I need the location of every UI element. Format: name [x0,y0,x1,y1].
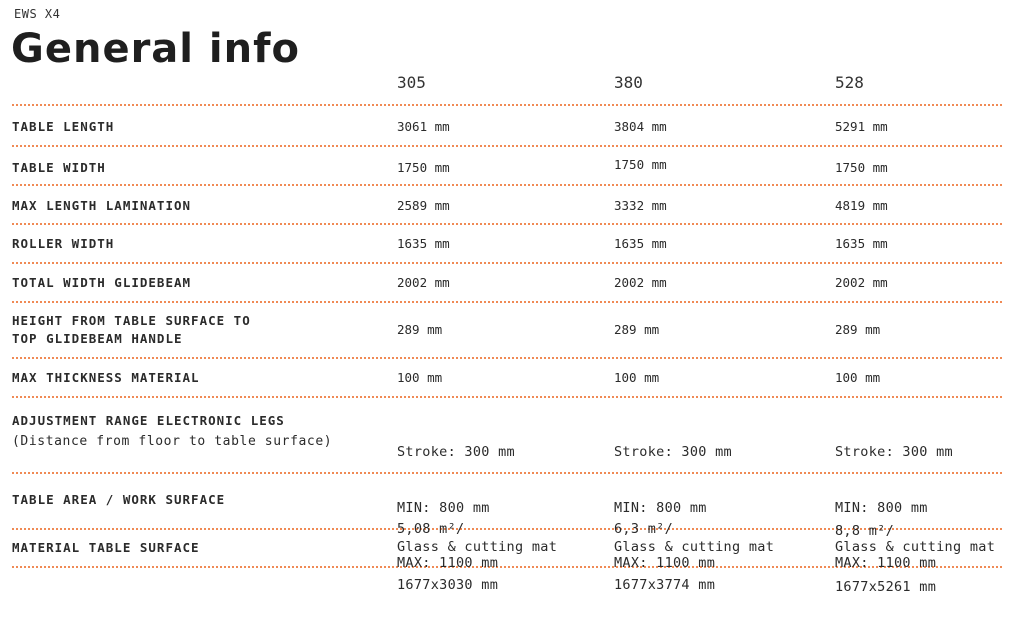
divider [12,262,1002,264]
spec-label: TOTAL WIDTH GLIDEBEAM [12,275,192,290]
spec-value-305: 1750 mm [397,160,450,175]
spec-label: TABLE AREA / WORK SURFACE [12,492,226,507]
spec-label [12,412,332,451]
spec-value-528: 2002 mm [835,275,888,290]
spec-value-528: 1635 mm [835,236,888,251]
model-header-row [0,73,1027,93]
min-value: MIN: 800 mm [614,499,707,516]
spec-value-528: 289 mm [835,322,881,337]
spec-value-528: Glass & cutting mat [835,539,996,555]
spec-value-380: 2002 mm [614,275,667,290]
spec-value-305: 2002 mm [397,275,450,290]
spec-value-380: 1635 mm [614,236,667,251]
area-value: 6,3 m²/ [614,521,673,537]
model-305-header: 305 [397,73,426,92]
page-title: General info [11,26,300,72]
max-value: MAX: 1100 mm [397,555,499,571]
spec-value-380: Glass & cutting mat [614,539,775,555]
divider [12,145,1002,147]
min-value: MIN: 800 mm [397,499,490,516]
max-value: MAX: 1100 mm [614,555,716,571]
spec-label: TABLE WIDTH [12,160,106,175]
spec-value-528: 4819 mm [835,198,888,213]
spec-value-380 [614,483,715,631]
spec-value-380: 100 mm [614,370,660,385]
spec-value-305: 1635 mm [397,236,450,251]
spec-value-305 [397,483,498,631]
dimension-value: 1677x5261 mm [835,578,937,595]
spec-label: MAX THICKNESS MATERIAL [12,370,200,385]
spec-value-380: 1750 mm [614,157,667,172]
spec-value-528: 5291 mm [835,119,888,134]
spec-label: ROLLER WIDTH [12,236,115,251]
stroke-value: Stroke: 300 mm [614,444,732,460]
spec-label-line: HEIGHT FROM TABLE SURFACE TO [12,313,251,328]
min-value: MIN: 800 mm [835,499,928,516]
spec-value-528: 100 mm [835,370,881,385]
divider [12,396,1002,398]
spec-value-305: Glass & cutting mat [397,539,558,555]
area-value: 5,08 m²/ [397,521,465,537]
spec-label [12,312,251,348]
spec-value-305: 289 mm [397,322,443,337]
spec-value-380: 289 mm [614,322,660,337]
spec-label: TABLE LENGTH [12,119,115,134]
model-380-header: 380 [614,73,643,92]
spec-value-380: 3332 mm [614,198,667,213]
divider [12,223,1002,225]
spec-value-305: 2589 mm [397,198,450,213]
spec-value-305: 3061 mm [397,119,450,134]
stroke-value: Stroke: 300 mm [835,444,953,460]
spec-label: MATERIAL TABLE SURFACE [12,540,200,555]
area-value: 8,8 m²/ [835,523,894,539]
divider [12,184,1002,186]
divider [12,301,1002,303]
spec-value-305: 100 mm [397,370,443,385]
model-528-header: 528 [835,73,864,92]
dimension-value: 1677x3774 mm [614,576,716,593]
max-value: MAX: 1100 mm [835,555,937,571]
stroke-value: Stroke: 300 mm [397,444,515,460]
divider [12,104,1002,106]
spec-value-528 [835,485,936,633]
dimension-value: 1677x3030 mm [397,576,499,593]
divider [12,357,1002,359]
spec-label-line: ADJUSTMENT RANGE ELECTRONIC LEGS [12,413,285,428]
spec-value-528: 1750 mm [835,160,888,175]
product-code: EWS X4 [14,7,61,21]
spec-label-line: TOP GLIDEBEAM HANDLE [12,331,183,346]
spec-sublabel: (Distance from floor to table surface) [12,434,333,449]
spec-label: MAX LENGTH LAMINATION [12,198,192,213]
spec-value-380: 3804 mm [614,119,667,134]
